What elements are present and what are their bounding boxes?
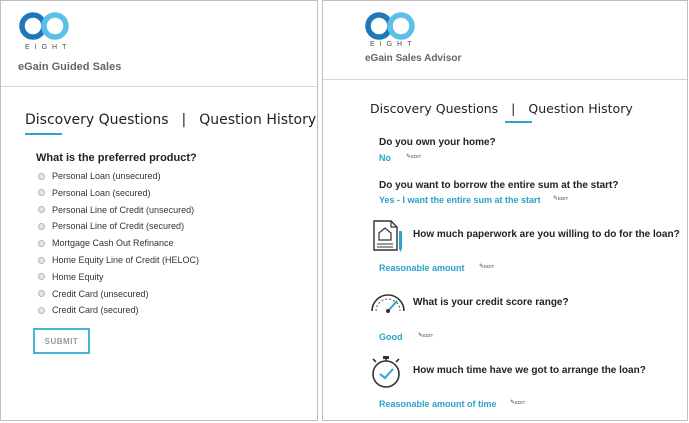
edit-link[interactable]: ✎EDIT <box>479 264 495 270</box>
logo-wordmark: EIGHT <box>370 41 417 48</box>
radio-button[interactable] <box>38 223 45 230</box>
radio-button[interactable] <box>38 273 45 280</box>
product-option[interactable] <box>38 205 194 215</box>
paperwork-icon <box>371 217 405 253</box>
product-option[interactable] <box>38 272 104 282</box>
radio-button[interactable] <box>38 307 45 314</box>
option-label: Personal Line of Credit (secured) <box>52 221 185 232</box>
pencil-icon: ✎ <box>553 196 559 202</box>
header-divider <box>1 86 317 87</box>
radio-button[interactable] <box>38 189 45 196</box>
radio-button[interactable] <box>38 240 45 247</box>
header-divider <box>323 79 687 80</box>
pencil-icon: ✎ <box>406 154 412 160</box>
option-label: Personal Loan (unsecured) <box>52 171 161 181</box>
edit-link[interactable]: ✎EDIT <box>418 333 434 339</box>
history-answer: Reasonable amount of time <box>379 399 497 409</box>
tab-discovery-questions[interactable]: Discovery Questions <box>25 112 169 128</box>
option-label: Home Equity <box>52 271 104 282</box>
tab-question-history[interactable]: Question History <box>199 112 317 128</box>
logo-wordmark: EIGHT <box>25 44 72 51</box>
radio-button[interactable] <box>38 206 45 213</box>
history-answer: No <box>379 153 391 163</box>
option-label: Home Equity Line of Credit (HELOC) <box>52 255 200 265</box>
product-option[interactable] <box>38 305 139 315</box>
radio-button[interactable] <box>38 257 45 264</box>
eight-logo-icon <box>17 12 77 40</box>
pencil-icon: ✎ <box>479 264 485 270</box>
option-label: Personal Loan (secured) <box>52 187 151 198</box>
app-name: eGain Guided Sales <box>18 61 122 73</box>
tab-discovery-questions[interactable]: Discovery Questions <box>370 101 499 116</box>
tab-separator: | <box>511 101 516 116</box>
history-question: What is your credit score range? <box>413 297 569 308</box>
history-answer: Reasonable amount <box>379 263 465 273</box>
edit-link[interactable]: ✎EDIT <box>406 154 422 160</box>
option-label: Mortgage Cash Out Refinance <box>52 238 174 249</box>
product-option[interactable] <box>38 238 174 248</box>
product-option[interactable] <box>38 171 161 181</box>
option-label: Credit Card (secured) <box>52 305 139 316</box>
question-tabs <box>370 101 633 116</box>
product-option[interactable] <box>38 221 184 231</box>
history-answer: Good <box>379 332 403 342</box>
history-question: How much paperwork are you willing to do for the loan? <box>413 229 680 240</box>
tab-separator: | <box>181 112 187 128</box>
history-answer: Yes - I want the entire sum at the start <box>379 195 541 205</box>
history-question: How much time have we got to arrange the loan? <box>413 365 646 376</box>
stopwatch-icon <box>368 354 406 390</box>
edit-link[interactable]: ✎EDIT <box>510 400 526 406</box>
pencil-icon: ✎ <box>510 400 516 406</box>
product-option[interactable] <box>38 255 199 265</box>
active-tab-underline <box>505 121 532 123</box>
tab-question-history[interactable]: Question History <box>528 101 633 116</box>
option-label: Personal Line of Credit (unsecured) <box>52 204 195 215</box>
question-title: What is the preferred product? <box>36 152 197 164</box>
history-question: Do you want to borrow the entire sum at the start? <box>379 180 619 191</box>
pencil-icon: ✎ <box>418 333 424 339</box>
active-tab-underline <box>25 133 62 135</box>
eight-logo-icon <box>363 12 423 40</box>
option-label: Credit Card (unsecured) <box>52 288 149 299</box>
edit-link[interactable]: ✎EDIT <box>553 196 569 202</box>
app-name: eGain Sales Advisor <box>365 53 462 64</box>
radio-button[interactable] <box>38 290 45 297</box>
radio-button[interactable] <box>38 173 45 180</box>
product-option[interactable] <box>38 188 151 198</box>
guided-sales-panel <box>0 0 318 421</box>
gauge-icon <box>369 292 407 314</box>
submit-button[interactable]: SUBMIT <box>33 328 90 354</box>
question-tabs <box>25 112 316 128</box>
product-option[interactable] <box>38 289 149 299</box>
history-question: Do you own your home? <box>379 137 496 148</box>
